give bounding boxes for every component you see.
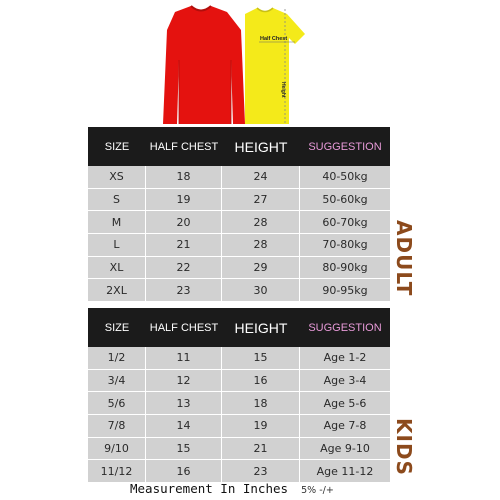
cell-suggestion: 40-50kg: [322, 170, 368, 184]
cell-size: 11/12: [88, 460, 146, 482]
table-row: [88, 392, 390, 415]
cell-half-chest: 15: [146, 438, 222, 460]
cell-suggestion: Age 9-10: [320, 442, 370, 456]
shirt-illustration: [145, 0, 315, 124]
cell-size: 5/6: [88, 392, 146, 414]
table-row: [88, 438, 390, 461]
header-height: HEIGHT: [234, 319, 288, 336]
cell-suggestion: Age 7-8: [323, 419, 367, 433]
table-row: [88, 189, 390, 212]
table-row: [88, 211, 390, 234]
cell-half-chest: 14: [146, 415, 222, 437]
header-suggestion: SUGGESTION: [308, 321, 382, 334]
cell-size: XL: [88, 257, 146, 279]
cell-half-chest: 16: [146, 460, 222, 482]
height-annotation: Height: [280, 82, 286, 98]
cell-half-chest: 13: [146, 392, 222, 414]
cell-half-chest: 11: [146, 347, 222, 369]
kids-size-table: [88, 308, 390, 483]
cell-suggestion: 60-70kg: [322, 215, 368, 229]
header-size: SIZE: [104, 140, 130, 153]
cell-half-chest: 23: [146, 279, 222, 301]
cell-half-chest: 19: [146, 189, 222, 211]
cell-size: 1/2: [88, 347, 146, 369]
cell-suggestion: Age 11-12: [316, 464, 374, 478]
cell-suggestion: 90-95kg: [322, 283, 368, 297]
table-row: [88, 257, 390, 280]
table-row: [88, 370, 390, 393]
header-suggestion: SUGGESTION: [308, 140, 382, 153]
cell-half-chest: 12: [146, 370, 222, 392]
cell-suggestion: Age 5-6: [323, 396, 367, 410]
table-row: [88, 279, 390, 302]
kids-table-header: [88, 308, 390, 347]
cell-half-chest: 20: [146, 211, 222, 233]
red-longsleeve-image: [163, 6, 245, 124]
cell-suggestion: 50-60kg: [322, 193, 368, 207]
header-half-chest: HALF CHEST: [149, 321, 219, 334]
cell-size: 3/4: [88, 370, 146, 392]
cell-height: 16: [222, 370, 300, 392]
cell-height: 27: [222, 189, 300, 211]
cell-suggestion: 80-90kg: [322, 261, 368, 275]
table-row: [88, 415, 390, 438]
cell-height: 23: [222, 460, 300, 482]
table-row: [88, 234, 390, 257]
cell-size: XS: [88, 166, 146, 188]
cell-height: 18: [222, 392, 300, 414]
cell-half-chest: 18: [146, 166, 222, 188]
kids-section-label: KIDS: [392, 418, 416, 476]
measurement-unit-text: Measurement In Inches: [130, 481, 289, 496]
cell-half-chest: 22: [146, 257, 222, 279]
cell-height: 21: [222, 438, 300, 460]
adult-size-table: [88, 127, 390, 302]
header-height: HEIGHT: [234, 138, 288, 155]
half-chest-annotation: Half Chest: [260, 36, 288, 42]
header-size: SIZE: [104, 321, 130, 334]
cell-height: 24: [222, 166, 300, 188]
table-row: [88, 347, 390, 370]
cell-height: 28: [222, 234, 300, 256]
cell-suggestion: Age 3-4: [323, 374, 367, 388]
table-row: [88, 166, 390, 189]
cell-height: 29: [222, 257, 300, 279]
cell-height: 15: [222, 347, 300, 369]
cell-size: S: [88, 189, 146, 211]
cell-half-chest: 21: [146, 234, 222, 256]
cell-size: L: [88, 234, 146, 256]
adult-section-label: ADULT: [392, 220, 416, 297]
cell-height: 28: [222, 211, 300, 233]
adult-table-header: [88, 127, 390, 166]
cell-size: M: [88, 211, 146, 233]
yellow-tshirt-image: [245, 8, 305, 124]
tolerance-text: 5% -/+: [301, 485, 334, 496]
cell-suggestion: 70-80kg: [322, 238, 368, 252]
cell-suggestion: Age 1-2: [323, 351, 367, 365]
header-half-chest: HALF CHEST: [149, 140, 219, 153]
cell-size: 9/10: [88, 438, 146, 460]
measurement-note: [130, 478, 334, 497]
cell-size: 2XL: [88, 279, 146, 301]
cell-size: 7/8: [88, 415, 146, 437]
cell-height: 30: [222, 279, 300, 301]
cell-height: 19: [222, 415, 300, 437]
